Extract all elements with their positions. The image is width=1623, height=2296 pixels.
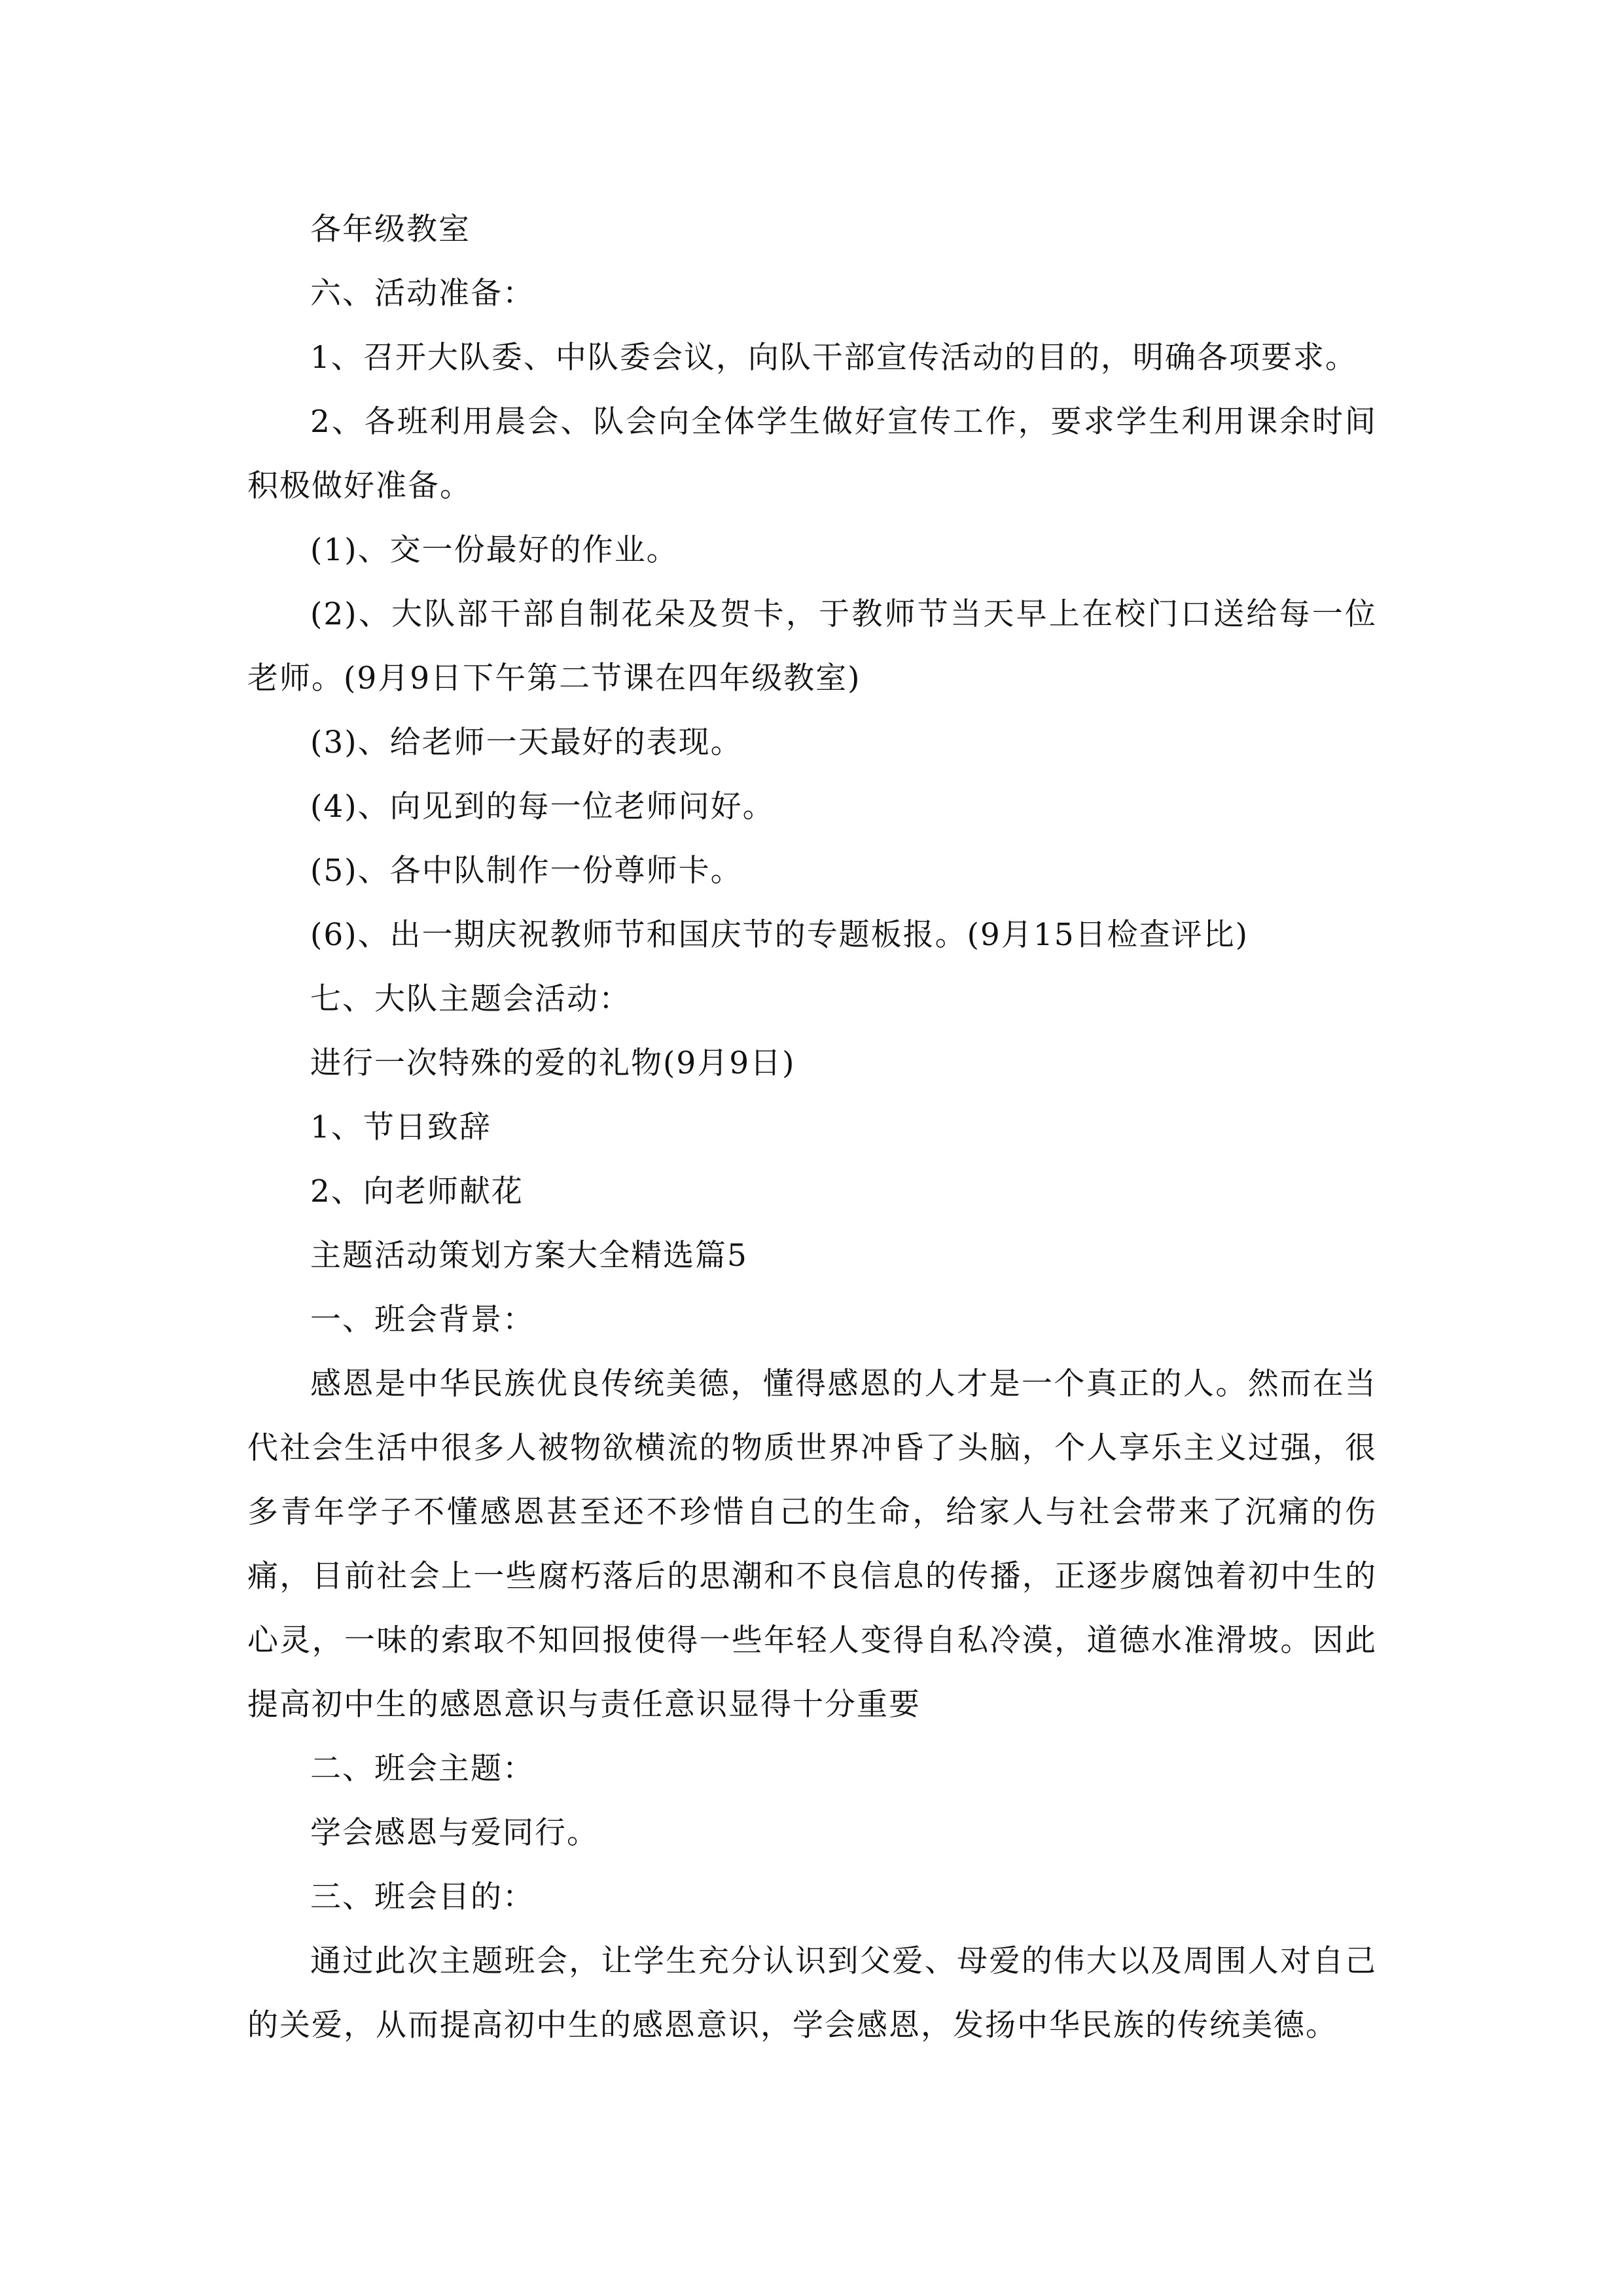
heading-class-meeting-purpose: 三、班会目的： [310,1879,535,1915]
paragraph-subitem-5: (5)、各中队制作一份尊师卡。 [310,853,743,889]
paragraph-prep-item-2: 2、各班利用晨会、队会向全体学生做好宣传工作，要求学生利用课余时间积极做好准备。 [247,404,1377,504]
paragraph-background-text: 感恩是中华民族优良传统美德，懂得感恩的人才是一个真正的人。然而在当代社会生活中很多人被物欲横流的物质世界冲昏了头脑，个人享乐主义过强，很多青年学子不懂感恩甚至还不珍惜自己的生命，给家人与社会带来了沉痛的伤痛，目前社会上一些腐朽落后的思潮和不良信息的传播，正逐步腐蚀着初中生的心灵，一味的索取不知回报使得一些年轻人变得自私冷漠，道德水准滑坡。因此提高初中生的感恩意识与责任意识显得十分重要 [247,1366,1377,1723]
heading-class-meeting-theme: 二、班会主题： [310,1751,535,1787]
paragraph-subitem-4: (4)、向见到的每一位老师问好。 [310,789,775,825]
paragraph-purpose-text: 通过此次主题班会，让学生充分认识到父爱、母爱的伟大以及周围人对自己的关爱，从而提高初中生的感恩意识，学会感恩，发扬中华民族的传统美德。 [247,1943,1377,2043]
paragraph-present-flowers: 2、向老师献花 [310,1174,524,1210]
heading-team-theme-meeting: 七、大队主题会活动： [310,981,631,1017]
heading-class-meeting-background: 一、班会背景： [310,1302,535,1338]
heading-activity-preparation: 六、活动准备： [310,276,535,312]
paragraph-subitem-3: (3)、给老师一天最好的表现。 [310,725,743,761]
paragraph-subitem-1: (1)、交一份最好的作业。 [310,532,679,568]
paragraph-special-gift: 进行一次特殊的爱的礼物(9月9日) [310,1045,796,1081]
document-body [247,198,1377,2058]
section-title-plan-5: 主题活动策划方案大全精选篇5 [310,1238,748,1274]
paragraph-subitem-6: (6)、出一期庆祝教师节和国庆节的专题板报。(9月15日检查评比) [310,917,1249,953]
paragraph-holiday-speech: 1、节日致辞 [310,1109,491,1145]
paragraph-theme-text: 学会感恩与爱同行。 [310,1815,599,1851]
paragraph-location: 各年级教室 [310,211,471,247]
paragraph-subitem-2: (2)、大队部干部自制花朵及贺卡，于教师节当天早上在校门口送给每一位老师。(9月9日下午第二节课在四年级教室) [247,596,1377,696]
paragraph-prep-item-1: 1、召开大队委、中队委会议，向队干部宣传活动的目的，明确各项要求。 [310,340,1357,376]
